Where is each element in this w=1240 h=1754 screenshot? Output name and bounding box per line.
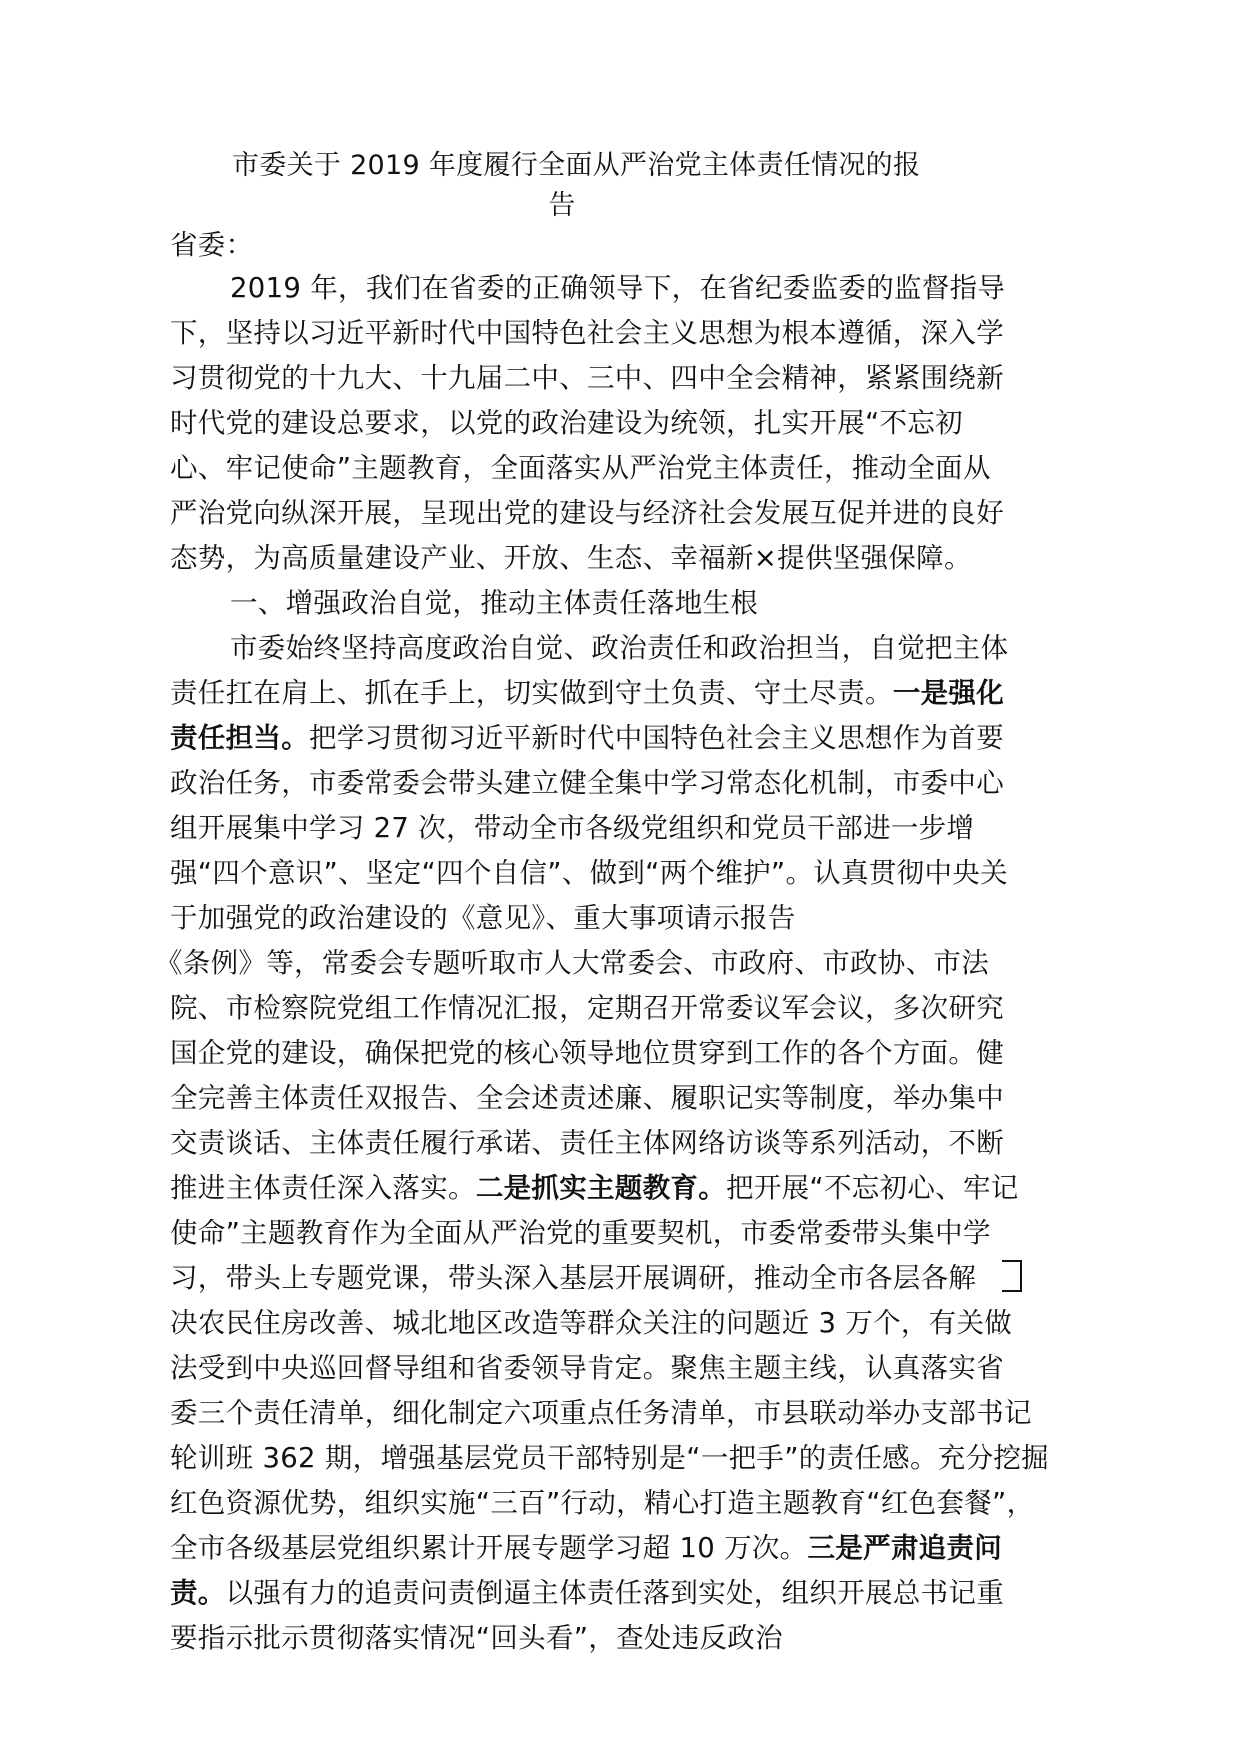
paragraph-line: 院、市检察院党组工作情况汇报，定期召开常委议军会议，多次研究 (170, 992, 1004, 1024)
paragraph-line: 下，坚持以习近平新时代中国特色社会主义思想为根本遵循，深入学 (170, 317, 1004, 349)
title-line-2: 告 (548, 190, 576, 221)
paragraph-line: 2019 年，我们在省委的正确领导下，在省纪委监委的监督指导 (230, 272, 1006, 304)
paragraph-line (170, 1525, 1002, 1565)
paragraph-line (170, 1570, 1004, 1610)
bold-phrase: 责任担当。 (170, 722, 309, 754)
paragraph-line: 市委始终坚持高度政治自觉、政治责任和政治担当，自觉把主体 (230, 632, 1009, 664)
line-text: 把学习贯彻习近平新时代中国特色社会主义思想作为首要 (309, 722, 1004, 754)
title-line-1: 市委关于 2019 年度履行全面从严治党主体责任情况的报 (232, 150, 921, 181)
paragraph-line (170, 715, 1004, 755)
paragraph-line: 委三个责任清单，细化制定六项重点任务清单，市县联动举办支部书记 (170, 1397, 1032, 1429)
paragraph-line: 红色资源优势，组织实施“三百”行动，精心打造主题教育“红色套餐”， (170, 1487, 1035, 1519)
line-text: 以强有力的追责问责倒逼主体责任落到实处，组织开展总书记重 (225, 1577, 1005, 1609)
paragraph-line: 习贯彻党的十九大、十九届二中、三中、四中全会精神，紧紧围绕新 (170, 362, 1004, 394)
paragraph-line: 《条例》等，常委会专题听取市人大常委会、市政府、市政协、市法 (155, 947, 989, 979)
paragraph-line: 组开展集中学习 27 次，带动全市各级党组织和党员干部进一步增 (170, 812, 975, 844)
paragraph-line: 严治党向纵深开展，呈现出党的建设与经济社会发展互促并进的良好 (170, 497, 1004, 529)
paragraph-line: 使命”主题教育作为全面从严治党的重要契机，市委常委带头集中学 (170, 1217, 991, 1249)
paragraph-line: 政治任务，市委常委会带头建立健全集中学习常态化机制，市委中心 (170, 767, 1004, 799)
paragraph-line: 心、牢记使命”主题教育，全面落实从严治党主体责任，推动全面从 (170, 452, 991, 484)
document-title (232, 146, 992, 226)
paragraph-line: 决农民住房改善、城北地区改造等群众关注的问题近 3 万个，有关做 (170, 1307, 1013, 1339)
bracket-mark (1002, 1260, 1022, 1292)
paragraph-line: 全完善主体责任双报告、全会述责述廉、履职记实等制度，举办集中 (170, 1082, 1004, 1114)
line-text: 责任扛在肩上、抓在手上，切实做到守土负责、守土尽责。 (170, 677, 893, 709)
bold-phrase: 三是严肃追责问 (807, 1532, 1003, 1564)
bold-phrase: 一是强化 (892, 677, 1005, 709)
paragraph-line: 交责谈话、主体责任履行承诺、责任主体网络访谈等系列活动，不断 (170, 1127, 1004, 1159)
paragraph-line: 态势，为高质量建设产业、开放、生态、幸福新×提供坚强保障。 (170, 542, 972, 574)
line-text: 全市各级基层党组织累计开展专题学习超 10 万次。 (170, 1532, 808, 1564)
bold-phrase: 责。 (170, 1577, 226, 1609)
section-heading: 一、增强政治自觉，推动主体责任落地生根 (230, 587, 759, 619)
paragraph-line: 强“四个意识”、坚定“四个自信”、做到“两个维护”。认真贯彻中央关 (170, 857, 1008, 889)
paragraph-line: 轮训班 362 期，增强基层党员干部特别是“一把手”的责任感。充分挖掘 (170, 1442, 1049, 1474)
paragraph-line: 要指示批示贯彻落实情况“回头看”，查处违反政治 (170, 1622, 783, 1654)
paragraph-line: 法受到中央巡回督导组和省委领导肯定。聚焦主题主线，认真落实省 (170, 1352, 1004, 1384)
paragraph-line (170, 1165, 1019, 1205)
paragraph-line: 于加强党的政治建设的《意见》、重大事项请示报告 (170, 902, 796, 934)
paragraph-line: 习，带头上专题党课，带头深入基层开展调研，推动全市各层各解 (170, 1262, 977, 1294)
line-text: 把开展“不忘初心、牢记 (726, 1172, 1019, 1204)
paragraph-line: 时代党的建设总要求，以党的政治建设为统领，扎实开展“不忘初 (170, 407, 963, 439)
salutation: 省委： (170, 229, 254, 261)
bold-phrase: 二是抓实主题教育。 (475, 1172, 727, 1204)
paragraph-line (170, 670, 1004, 710)
line-text: 推进主体责任深入落实。 (170, 1172, 476, 1204)
paragraph-line: 国企党的建设，确保把党的核心领导地位贯穿到工作的各个方面。健 (170, 1037, 1004, 1069)
